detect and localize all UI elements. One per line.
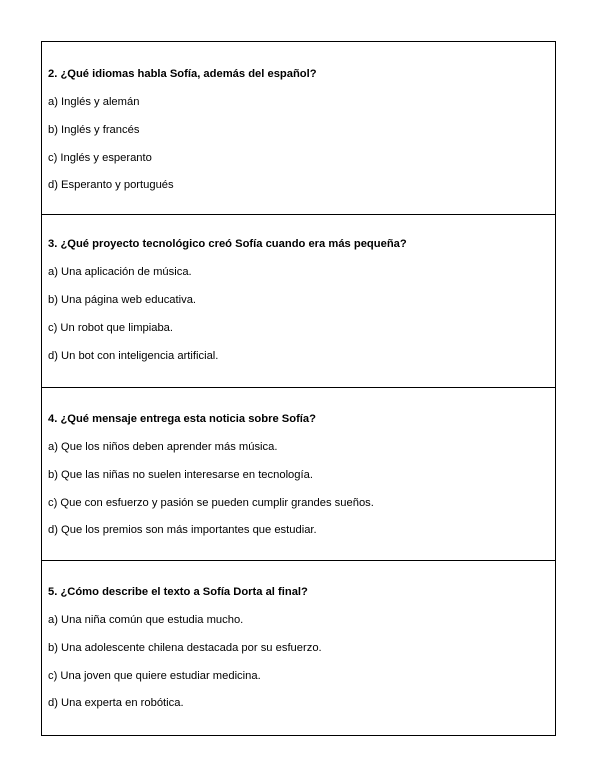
answer-option: a) Que los niños deben aprender más música. (48, 441, 278, 453)
answer-option: a) Una aplicación de música. (48, 266, 192, 278)
answer-option: a) Inglés y alemán (48, 96, 140, 108)
question-cell-5 (42, 561, 555, 735)
answer-option: d) Un bot con inteligencia artificial. (48, 350, 219, 362)
question-cell-4 (42, 388, 555, 561)
answer-option: d) Que los premios son más importantes que estudiar. (48, 524, 317, 536)
answer-option: d) Esperanto y portugués (48, 179, 174, 191)
question-title: 4. ¿Qué mensaje entrega esta noticia sobre Sofía? (48, 413, 316, 425)
question-cell-2 (42, 42, 555, 215)
answer-option: b) Una adolescente chilena destacada por su esfuerzo. (48, 642, 322, 654)
answer-option: c) Una joven que quiere estudiar medicina. (48, 670, 261, 682)
answer-option: b) Que las niñas no suelen interesarse en tecnología. (48, 469, 313, 481)
quiz-table (41, 41, 556, 736)
answer-option: c) Que con esfuerzo y pasión se pueden cumplir grandes sueños. (48, 497, 374, 509)
answer-option: c) Inglés y esperanto (48, 152, 152, 164)
question-title: 2. ¿Qué idiomas habla Sofía, además del español? (48, 68, 317, 80)
question-title: 5. ¿Cómo describe el texto a Sofía Dorta al final? (48, 586, 308, 598)
answer-option: b) Inglés y francés (48, 124, 140, 136)
answer-option: b) Una página web educativa. (48, 294, 197, 306)
question-cell-3 (42, 215, 555, 388)
question-title: 3. ¿Qué proyecto tecnológico creó Sofía cuando era más pequeña? (48, 238, 407, 250)
answer-option: d) Una experta en robótica. (48, 697, 184, 709)
answer-option: c) Un robot que limpiaba. (48, 322, 173, 334)
answer-option: a) Una niña común que estudia mucho. (48, 614, 244, 626)
